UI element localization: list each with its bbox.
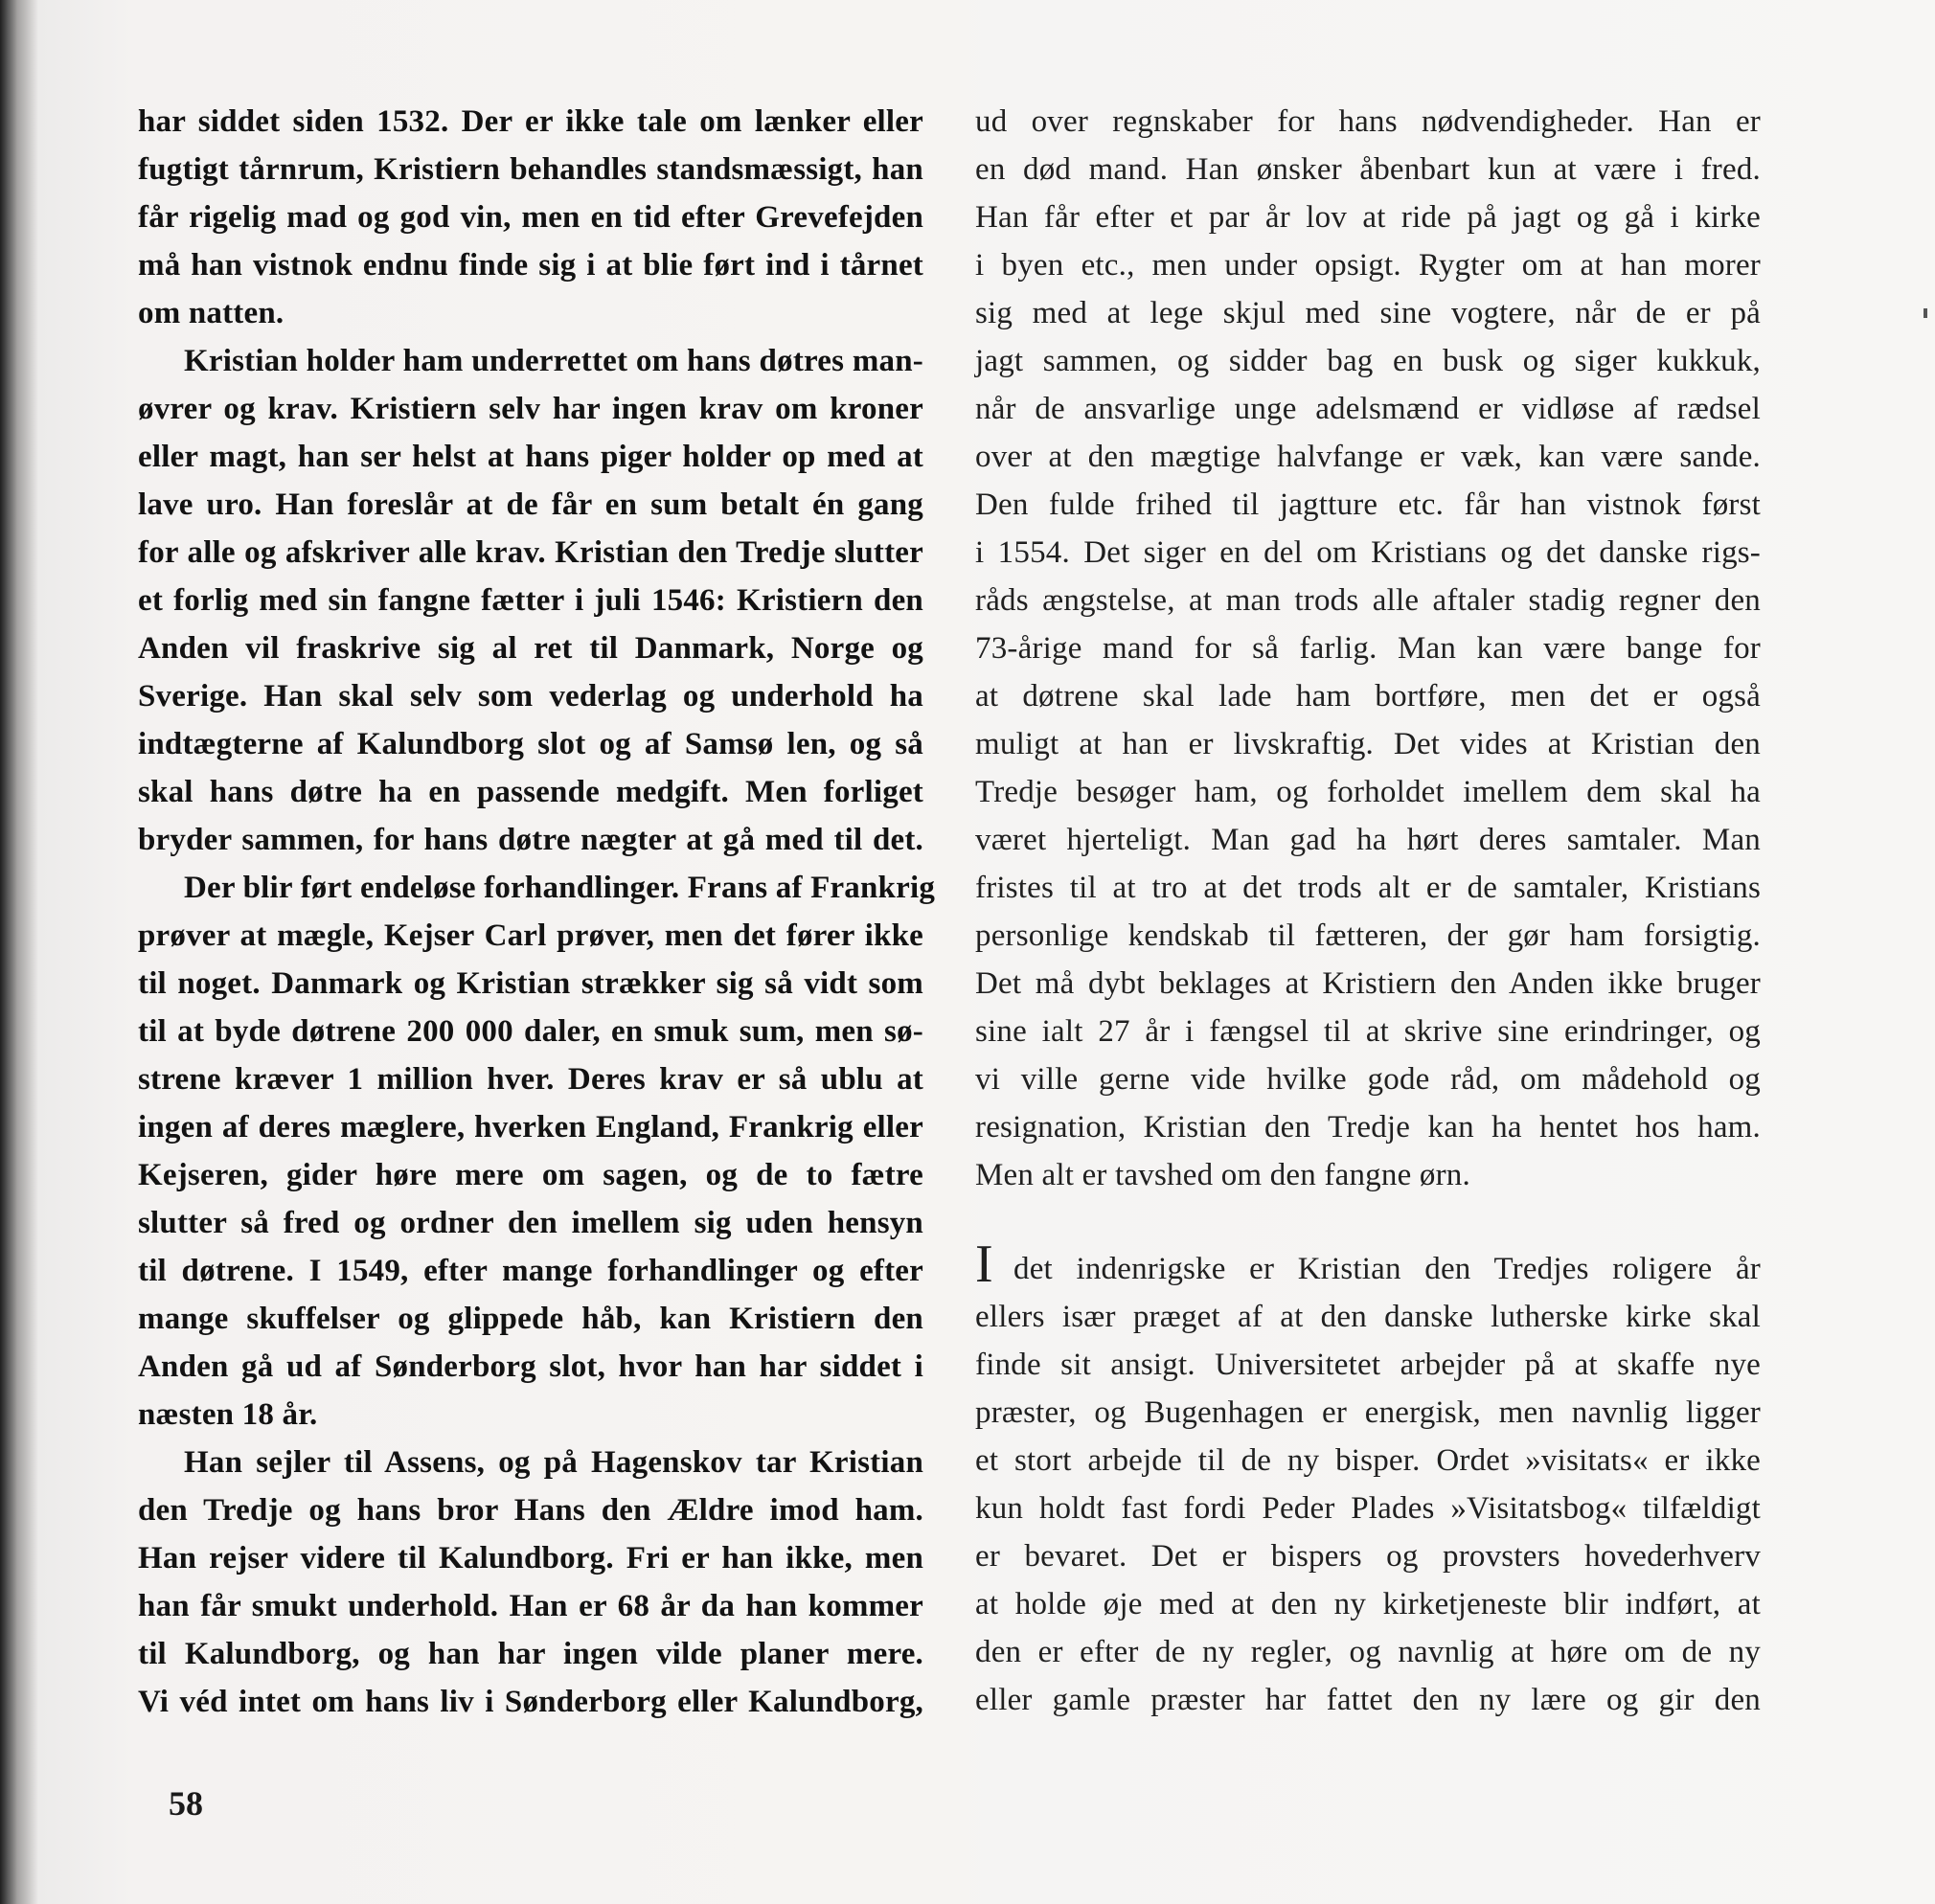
text-line: Anden gå ud af Sønderborg slot, hvor han har siddet i bbox=[138, 1349, 923, 1384]
text-line: indtægterne af Kalundborg slot og af Samsø len, og så bbox=[138, 727, 923, 761]
text-line-content: det indenrigske er Kristian den Tredjes roligere år bbox=[1013, 1252, 1761, 1286]
text-line: at holde øje med at den ny kirketjeneste blir indført, at bbox=[975, 1587, 1761, 1621]
text-line: Sverige. Han skal selv som vederlag og underhold ha bbox=[138, 679, 923, 714]
text-line: Anden vil fraskrive sig al ret til Danmark, Norge og bbox=[138, 631, 923, 666]
text-line: 73-årige mand for så farlig. Man kan være bange for bbox=[975, 631, 1761, 666]
text-line: været hjerteligt. Man gad ha hørt deres samtaler. Man bbox=[975, 823, 1761, 857]
text-line: Han sejler til Assens, og på Hagenskov tar Kristian bbox=[184, 1445, 923, 1480]
page-number: 58 bbox=[169, 1784, 203, 1823]
text-line: en død mand. Han ønsker åbenbart kun at være i fred. bbox=[975, 152, 1761, 187]
text-line: Den fulde frihed til jagtture etc. får han vistnok først bbox=[975, 487, 1761, 522]
text-line: et stort arbejde til de ny bisper. Ordet »visitats« er ikke bbox=[975, 1443, 1761, 1478]
section-break bbox=[975, 1199, 1761, 1245]
text-line: om natten. bbox=[138, 296, 285, 330]
text-line: ud over regnskaber for hans nødvendigheder. Han er bbox=[975, 104, 1761, 139]
text-line: Der blir ført endeløse forhandlinger. Frans af Frankrig bbox=[184, 871, 936, 905]
text-line: kun holdt fast fordi Peder Plades »Visitatsbog« tilfældigt bbox=[975, 1491, 1761, 1526]
text-line: vi ville gerne vide hvilke gode råd, om mådehold og bbox=[975, 1062, 1761, 1097]
text-line: han får smukt underhold. Han er 68 år da han kommer bbox=[138, 1589, 923, 1623]
text-line: i 1554. Det siger en del om Kristians og det danske rigs- bbox=[975, 535, 1761, 570]
binding-gutter bbox=[0, 0, 38, 1904]
text-line: personlige kendskab til fætteren, der gør ham forsigtig. bbox=[975, 918, 1761, 953]
text-line: for alle og afskriver alle krav. Kristian den Tredje slutter bbox=[138, 535, 923, 570]
text-line: næsten 18 år. bbox=[138, 1397, 318, 1432]
right-column bbox=[975, 98, 1761, 1724]
text-line: et forlig med sin fangne fætter i juli 1546: Kristiern den bbox=[138, 583, 923, 618]
text-line: Men alt er tavshed om den fangne ørn. bbox=[975, 1158, 1470, 1192]
text-line: Han får efter et par år lov at ride på jagt og gå i kirke bbox=[975, 200, 1761, 235]
text-line: den er efter de ny regler, og navnlig at høre om de ny bbox=[975, 1635, 1761, 1669]
text-line: til døtrene. I 1549, efter mange forhandlinger og efter bbox=[138, 1254, 923, 1288]
text-line: finde sit ansigt. Universitetet arbejder på at skaffe nye bbox=[975, 1348, 1761, 1382]
text-line: ellers især præget af at den danske lutherske kirke skal bbox=[975, 1300, 1761, 1334]
text-line: lave uro. Han foreslår at de får en sum betalt én gang bbox=[138, 487, 923, 522]
text-line: fugtigt tårnrum, Kristiern behandles standsmæssigt, han bbox=[138, 152, 923, 187]
text-line: er bevaret. Det er bispers og provsters hovederhverv bbox=[975, 1539, 1761, 1574]
text-line: jagt sammen, og sidder bag en busk og siger kukkuk, bbox=[975, 344, 1761, 378]
text-line: øvrer og krav. Kristiern selv har ingen krav om kroner bbox=[138, 392, 923, 426]
text-line: over at den mægtige halvfange er væk, kan være sande. bbox=[975, 440, 1761, 474]
text-line: eller magt, han ser helst at hans piger holder op med at bbox=[138, 440, 923, 474]
text-line: at døtrene skal lade ham bortføre, men det er også bbox=[975, 679, 1761, 714]
text-line: må han vistnok endnu finde sig i at blie ført ind i tårnet bbox=[138, 248, 923, 283]
text-line: Kejseren, gider høre mere om sagen, og de to fætre bbox=[138, 1158, 923, 1192]
text-line: når de ansvarlige unge adelsmænd er vidløse af rædsel bbox=[975, 392, 1761, 426]
text-line: Kristian holder ham underrettet om hans døtres man- bbox=[184, 344, 923, 378]
text-line: til at byde døtrene 200 000 daler, en smuk sum, men sø- bbox=[138, 1014, 923, 1049]
text-line: prøver at mægle, Kejser Carl prøver, men det fører ikke bbox=[138, 918, 923, 953]
text-line: fristes til at tro at det trods alt er de samtaler, Kristians bbox=[975, 871, 1761, 905]
text-line: får rigelig mad og god vin, men en tid efter Grevefejden bbox=[138, 200, 923, 235]
text-line: sig med at lege skjul med sine vogtere, når de er på bbox=[975, 296, 1761, 330]
text-line: strene kræver 1 million hver. Deres krav er så ublu at bbox=[138, 1062, 923, 1097]
text-line: Tredje besøger ham, og forholdet imellem dem skal ha bbox=[975, 775, 1761, 809]
drop-cap: I bbox=[975, 1235, 993, 1294]
text-line: har siddet siden 1532. Der er ikke tale om lænker eller bbox=[138, 104, 923, 139]
text-line: mange skuffelser og glippede håb, kan Kristiern den bbox=[138, 1302, 923, 1336]
text-line: i byen etc., men under opsigt. Rygter om at han morer bbox=[975, 248, 1761, 283]
text-line: eller gamle præster har fattet den ny lære og gir den bbox=[975, 1683, 1761, 1717]
text-line: sine ialt 27 år i fængsel til at skrive sine erindringer, og bbox=[975, 1014, 1761, 1049]
text-line: Han rejser videre til Kalundborg. Fri er han ikke, men bbox=[138, 1541, 923, 1575]
text-line: til Kalundborg, og han har ingen vilde planer mere. bbox=[138, 1637, 923, 1671]
text-line: til noget. Danmark og Kristian strækker sig så vidt som bbox=[138, 966, 923, 1001]
text-line: muligt at han er livskraftig. Det vides at Kristian den bbox=[975, 727, 1761, 761]
left-column bbox=[138, 98, 936, 1726]
text-line: ingen af deres mæglere, hverken England, Frankrig eller bbox=[138, 1110, 923, 1145]
text-line: Det må dybt beklages at Kristiern den Anden ikke bruger bbox=[975, 966, 1761, 1001]
text-line: råds ængstelse, at man trods alle aftaler stadig regner den bbox=[975, 583, 1761, 618]
text-line: Vi véd intet om hans liv i Sønderborg eller Kalundborg, bbox=[138, 1685, 923, 1719]
text-line: den Tredje og hans bror Hans den Ældre imod ham. bbox=[138, 1493, 923, 1528]
text-line: bryder sammen, for hans døtre nægter at gå med til det. bbox=[138, 823, 923, 857]
print-mark bbox=[1924, 308, 1927, 318]
text-line: resignation, Kristian den Tredje kan ha hentet hos ham. bbox=[975, 1110, 1761, 1145]
text-line: skal hans døtre ha en passende medgift. Men forliget bbox=[138, 775, 923, 809]
text-line: slutter så fred og ordner den imellem sig uden hensyn bbox=[138, 1206, 923, 1240]
text-line bbox=[975, 1235, 1761, 1294]
text-line: præster, og Bugenhagen er energisk, men navnlig ligger bbox=[975, 1395, 1761, 1430]
